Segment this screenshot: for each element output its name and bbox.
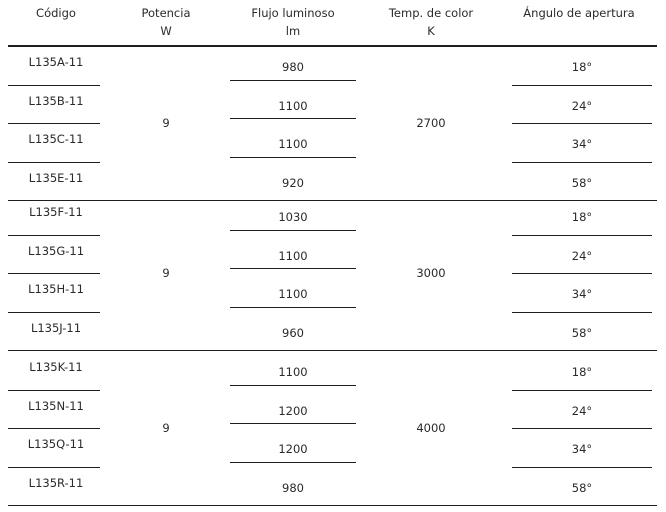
row-divider [230, 268, 356, 269]
cell-angulo: 34° [571, 137, 593, 152]
cell-flujo: 1030 [278, 210, 308, 225]
row-divider [8, 273, 100, 274]
cell-codigo: L135R-11 [28, 475, 84, 490]
cell-flujo: 1100 [278, 137, 308, 152]
cell-angulo: 34° [571, 442, 593, 457]
row-divider [512, 162, 652, 163]
cell-codigo: L135J-11 [30, 320, 82, 335]
cell-angulo: 58° [571, 480, 593, 495]
row-divider [8, 467, 100, 468]
header-temp-unit: K [427, 24, 435, 38]
row-divider [230, 307, 356, 308]
cell-flujo: 1200 [278, 403, 308, 418]
cell-flujo: 980 [282, 480, 304, 495]
cell-potencia: 9 [162, 266, 170, 280]
header-angulo-label: Ángulo de apertura [523, 6, 635, 20]
cell-codigo: L135N-11 [28, 398, 84, 413]
cell-angulo: 24° [571, 248, 593, 263]
header-potencia-unit: W [160, 24, 172, 38]
cell-flujo: 1200 [278, 442, 308, 457]
header-temp-label: Temp. de color [388, 6, 474, 20]
row-divider [230, 118, 356, 119]
cell-codigo: L135C-11 [28, 132, 84, 147]
row-divider [230, 80, 356, 81]
cell-potencia: 9 [162, 116, 170, 130]
row-divider [512, 312, 652, 313]
cell-angulo: 34° [571, 287, 593, 302]
cell-angulo: 24° [571, 98, 593, 113]
cell-flujo: 1100 [278, 287, 308, 302]
cell-codigo: L135F-11 [29, 205, 83, 220]
row-divider [8, 428, 100, 429]
header-temp [370, 4, 492, 40]
header-potencia-label: Potencia [141, 6, 191, 20]
cell-angulo: 18° [571, 60, 593, 75]
cell-codigo: L135A-11 [28, 55, 84, 70]
cell-codigo: L135B-11 [28, 93, 84, 108]
row-divider [230, 462, 356, 463]
row-divider [8, 390, 100, 391]
header-flujo [228, 4, 358, 40]
cell-flujo: 1100 [278, 98, 308, 113]
cell-angulo: 58° [571, 175, 593, 190]
row-divider [512, 85, 652, 86]
cell-flujo: 1100 [278, 248, 308, 263]
row-divider [8, 235, 100, 236]
row-divider [512, 123, 652, 124]
row-divider [230, 157, 356, 158]
header-flujo-unit: lm [285, 24, 301, 38]
group-rule [8, 200, 657, 202]
cell-codigo: L135G-11 [27, 243, 85, 258]
row-divider [8, 162, 100, 163]
row-divider [8, 312, 100, 313]
cell-angulo: 18° [571, 365, 593, 380]
cell-codigo: L135H-11 [28, 282, 84, 297]
cell-angulo: 18° [571, 210, 593, 225]
row-divider [512, 467, 652, 468]
header-angulo [508, 4, 650, 22]
cell-potencia: 9 [162, 421, 170, 435]
row-divider [8, 123, 100, 124]
row-divider [230, 423, 356, 424]
header-codigo [8, 4, 104, 22]
row-divider [512, 390, 652, 391]
header-codigo-label: Código [36, 6, 76, 20]
cell-flujo: 980 [282, 60, 304, 75]
row-divider [512, 428, 652, 429]
cell-angulo: 24° [571, 403, 593, 418]
cell-flujo: 960 [282, 325, 304, 340]
row-divider [8, 85, 100, 86]
cell-temp: 4000 [416, 421, 446, 435]
header-potencia [116, 4, 216, 40]
cell-angulo: 58° [571, 325, 593, 340]
cell-codigo: L135Q-11 [27, 437, 85, 452]
cell-flujo: 1100 [278, 365, 308, 380]
cell-flujo: 920 [282, 175, 304, 190]
cell-temp: 3000 [416, 266, 446, 280]
cell-codigo: L135E-11 [28, 170, 84, 185]
group-rule [8, 350, 657, 352]
group-rule [8, 505, 657, 507]
row-divider [512, 235, 652, 236]
header-flujo-label: Flujo luminoso [251, 6, 335, 20]
header-rule [8, 45, 657, 47]
row-divider [230, 385, 356, 386]
row-divider [512, 273, 652, 274]
cell-codigo: L135K-11 [29, 360, 83, 375]
row-divider [230, 230, 356, 231]
cell-temp: 2700 [416, 116, 446, 130]
